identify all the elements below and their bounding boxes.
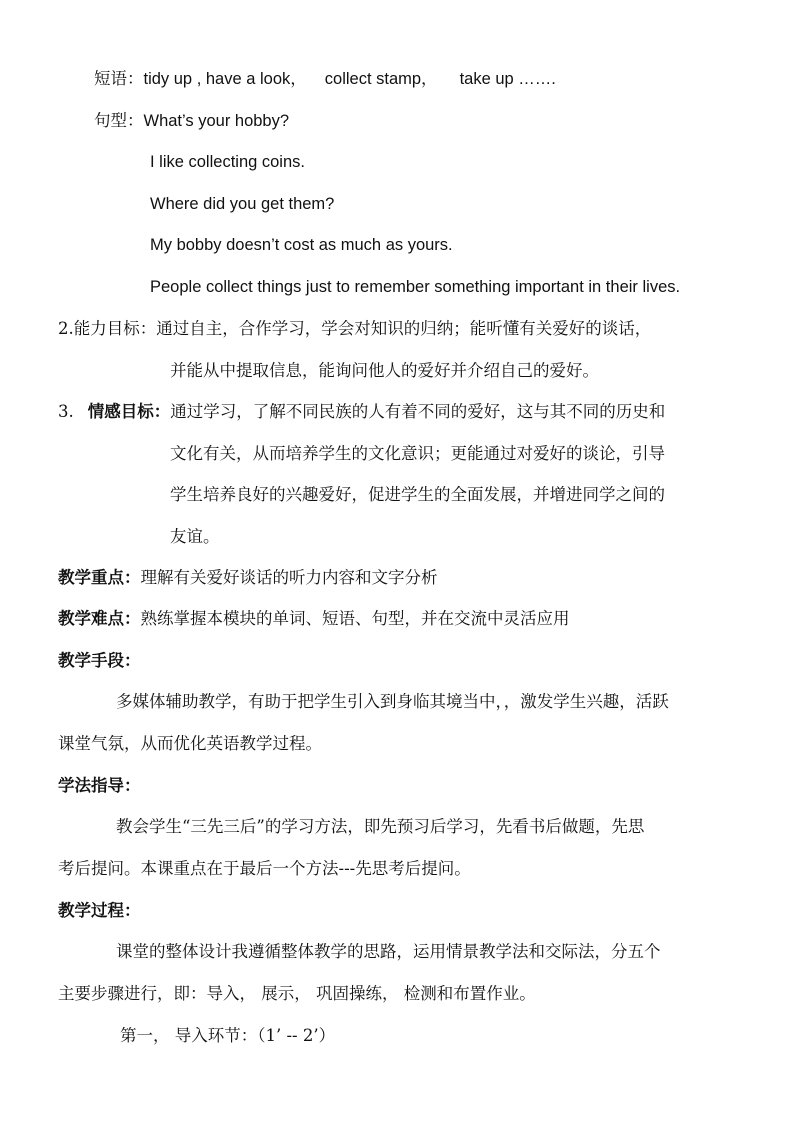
emotion-goal-text: 文化有关，从而培养学生的文化意识；更能通过对爱好的谈论，引导 [170,444,665,463]
process-step-one: 第一， 导入环节：（1’ -- 2’） [120,1026,336,1045]
emotion-goal-label: 情感目标： [87,402,171,421]
method-guide-text: 考后提问。本课重点在于最后一个方法---先思考后提问。 [58,859,471,878]
difficulty-text: 熟练掌握本模块的单词、短语、句型，并在交流中灵活应用 [140,609,570,628]
difficulty-label: 教学难点： [58,609,141,628]
emotion-goal-line [58,401,665,423]
key-point-text: 理解有关爱好谈话的听力内容和文字分析 [140,568,438,587]
phrase-item: collect stamp， [324,70,438,88]
phrases-line [94,68,556,90]
ability-goal-label: 能力目标： [73,319,157,338]
sentence-item: My bobby doesn’t cost as much as yours. [150,236,453,254]
process-label: 教学过程： [58,901,141,920]
process-text: 课堂的整体设计我遵循整体教学的思路，运用情景教学法和交际法，分五个 [116,942,661,961]
sentences-line [94,110,289,132]
key-point-label: 教学重点： [58,568,141,587]
method-guide-text: 教会学生“三先三后”的学习方法，即先预习后学习，先看书后做题，先思 [116,817,645,836]
phrase-item: take up ……. [459,70,556,88]
means-text: 多媒体辅助教学，有助于把学生引入到身临其境当中，，激发学生兴趣，活跃 [116,692,669,711]
phrases-label: 短语： [94,69,144,88]
means-text: 课堂气氛，从而优化英语教学过程。 [58,734,322,753]
emotion-goal-number: 3. [58,402,74,421]
ability-goal-text: 并能从中提取信息，能询问他人的爱好并介绍自己的爱好。 [170,361,599,380]
emotion-goal-text: 友谊。 [170,527,220,546]
sentence-item: What’s your hobby? [143,112,290,130]
method-guide-label: 学法指导： [58,776,141,795]
difficulty-line [58,608,570,630]
ability-goal-line [58,318,651,340]
ability-goal-number: 2. [58,319,74,338]
key-point-line [58,567,438,589]
emotion-goal-text: 通过学习，了解不同民族的人有着不同的爱好，这与其不同的历史和 [170,402,666,421]
emotion-goal-text: 学生培养良好的兴趣爱好，促进学生的全面发展，并增进同学之间的 [170,485,665,504]
phrase-item: tidy up , have a look， [143,70,307,88]
means-label: 教学手段： [58,651,141,670]
sentence-item: Where did you get them? [150,195,335,213]
sentences-label: 句型： [94,111,144,130]
ability-goal-text: 通过自主，合作学习，学会对知识的归纳；能听懂有关爱好的谈话， [156,319,652,338]
sentence-item: I like collecting coins. [150,153,305,171]
process-text: 主要步骤进行，即：导入， 展示， 巩固操练， 检测和布置作业。 [58,984,536,1003]
sentence-item: People collect things just to remember something important in their lives. [150,278,681,296]
